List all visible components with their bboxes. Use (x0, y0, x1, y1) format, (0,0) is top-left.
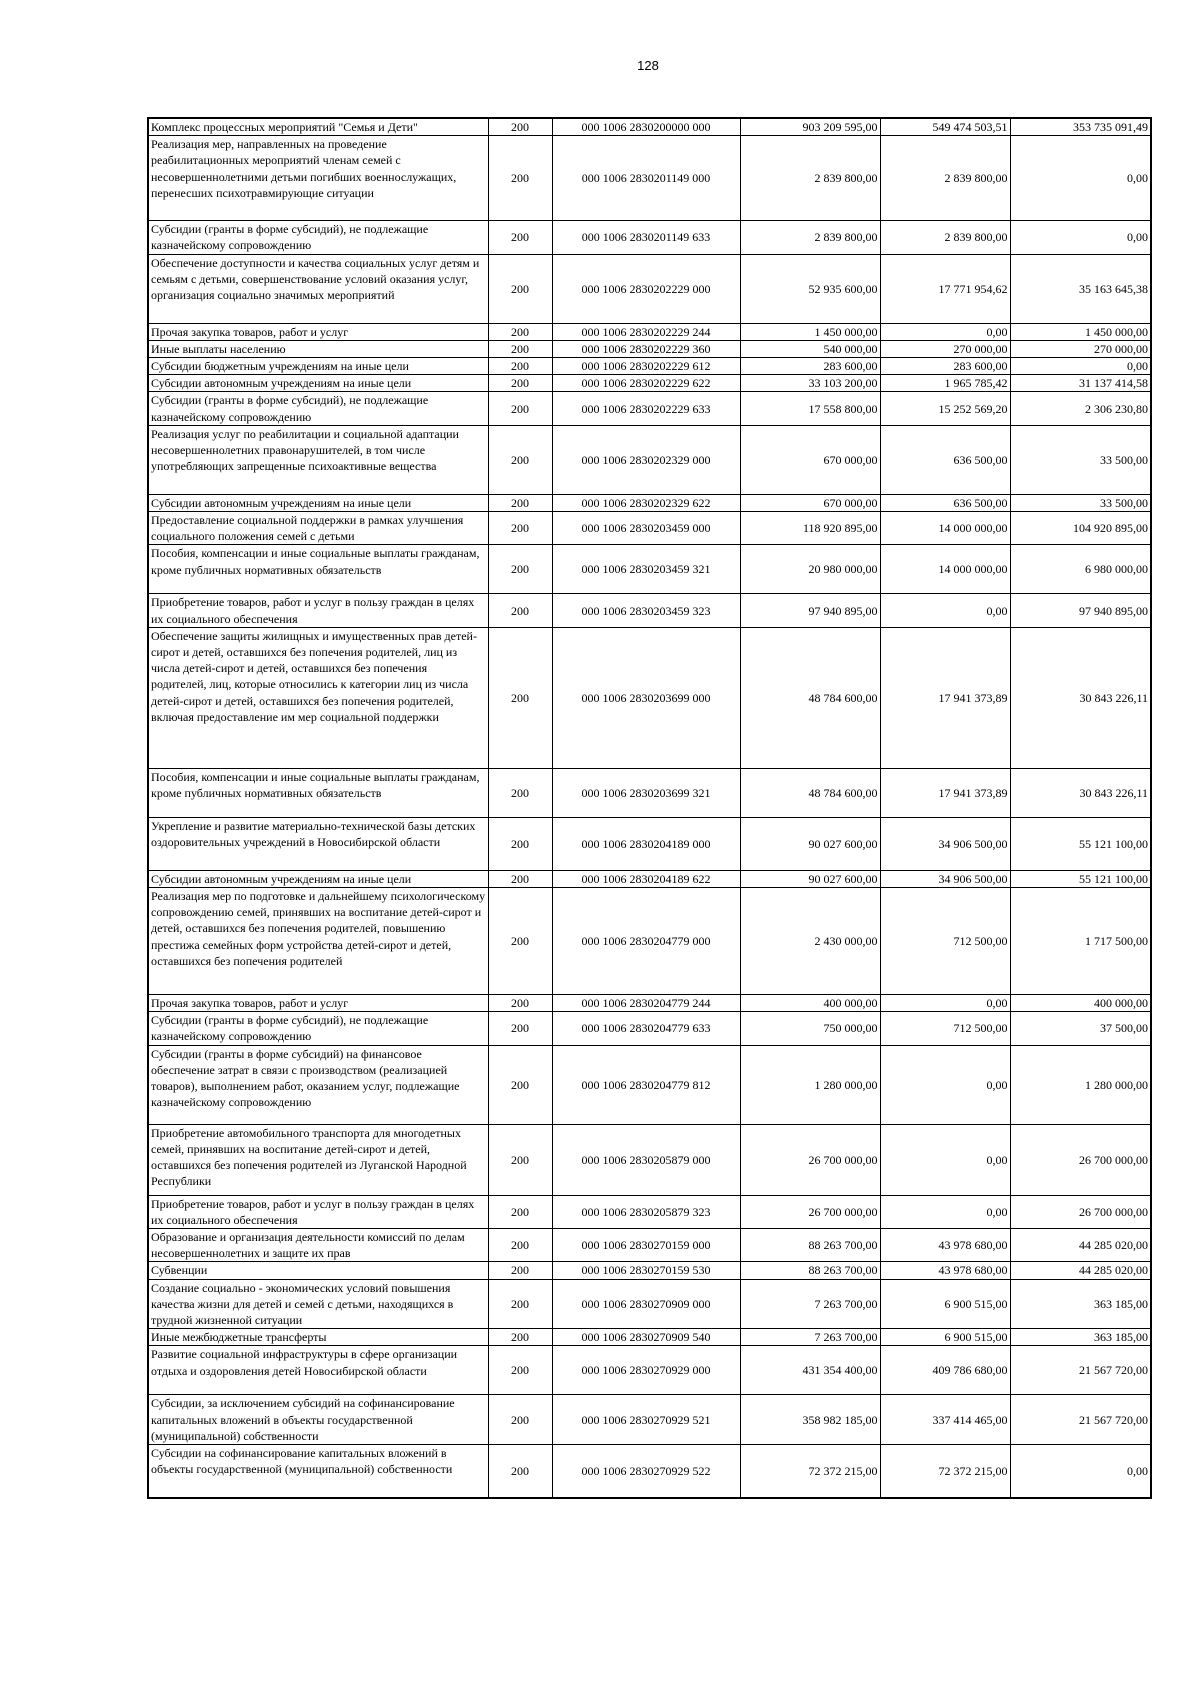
cell-approved-amount: 1 280 000,00 (740, 1045, 880, 1124)
cell-description: Комплекс процессных мероприятий "Семья и Дети" (148, 118, 488, 136)
cell-description: Реализация мер по подготовке и дальнейшему психологическому сопровождению семей, принявших на воспитание детей-сирот и детей, оставшихся без попечения родителей, повышению престижа семейных форм устройства детей-сирот и детей, оставшихся без попечения родителей (148, 888, 488, 995)
cell-approved-amount: 48 784 600,00 (740, 768, 880, 817)
cell-executed-amount: 2 839 800,00 (880, 221, 1010, 254)
table-row (148, 1229, 1151, 1262)
cell-description: Обеспечение доступности и качества социальных услуг детям и семьям с детьми, совершенствование условий оказания услуг, организация социально значимых мероприятий (148, 254, 488, 323)
table-row (148, 1124, 1151, 1195)
cell-budget-code: 000 1006 2830202229 000 (552, 254, 740, 323)
cell-unexecuted-amount: 21 567 720,00 (1010, 1395, 1151, 1445)
cell-description: Пособия, компенсации и иные социальные выплаты гражданам, кроме публичных нормативных обязательств (148, 545, 488, 594)
cell-budget-code: 000 1006 2830204779 633 (552, 1012, 740, 1045)
cell-description: Прочая закупка товаров, работ и услуг (148, 995, 488, 1012)
cell-admin-code: 200 (488, 995, 552, 1012)
cell-admin-code: 200 (488, 1012, 552, 1045)
cell-approved-amount: 2 839 800,00 (740, 136, 880, 221)
cell-admin-code: 200 (488, 1346, 552, 1395)
cell-unexecuted-amount: 0,00 (1010, 358, 1151, 375)
cell-executed-amount: 712 500,00 (880, 1012, 1010, 1045)
cell-executed-amount: 283 600,00 (880, 358, 1010, 375)
cell-unexecuted-amount: 6 980 000,00 (1010, 545, 1151, 594)
cell-executed-amount: 0,00 (880, 1045, 1010, 1124)
table-row (148, 1395, 1151, 1445)
table-row (148, 392, 1151, 425)
cell-unexecuted-amount: 33 500,00 (1010, 494, 1151, 511)
cell-budget-code: 000 1006 2830202329 000 (552, 425, 740, 494)
cell-approved-amount: 72 372 215,00 (740, 1445, 880, 1498)
cell-description: Субсидии (гранты в форме субсидий), не подлежащие казначейскому сопровождению (148, 221, 488, 254)
table-row (148, 375, 1151, 392)
cell-executed-amount: 17 771 954,62 (880, 254, 1010, 323)
cell-description: Субсидии автономным учреждениям на иные цели (148, 870, 488, 887)
cell-executed-amount: 34 906 500,00 (880, 817, 1010, 870)
cell-approved-amount: 20 980 000,00 (740, 545, 880, 594)
cell-executed-amount: 14 000 000,00 (880, 545, 1010, 594)
cell-budget-code: 000 1006 2830204779 000 (552, 888, 740, 995)
cell-unexecuted-amount: 363 185,00 (1010, 1329, 1151, 1346)
cell-executed-amount: 0,00 (880, 323, 1010, 340)
cell-approved-amount: 88 263 700,00 (740, 1229, 880, 1262)
page-number: 128 (637, 58, 659, 73)
cell-admin-code: 200 (488, 1395, 552, 1445)
table-row (148, 1329, 1151, 1346)
cell-description: Субсидии бюджетным учреждениям на иные цели (148, 358, 488, 375)
cell-budget-code: 000 1006 2830202229 612 (552, 358, 740, 375)
cell-budget-code: 000 1006 2830202229 360 (552, 340, 740, 357)
cell-admin-code: 200 (488, 817, 552, 870)
cell-unexecuted-amount: 363 185,00 (1010, 1279, 1151, 1329)
cell-admin-code: 200 (488, 494, 552, 511)
table-row (148, 545, 1151, 594)
table-row (148, 254, 1151, 323)
cell-approved-amount: 903 209 595,00 (740, 118, 880, 136)
table-row (148, 136, 1151, 221)
cell-approved-amount: 750 000,00 (740, 1012, 880, 1045)
cell-description: Иные межбюджетные трансферты (148, 1329, 488, 1346)
table-row (148, 1012, 1151, 1045)
cell-unexecuted-amount: 0,00 (1010, 136, 1151, 221)
cell-description: Создание социально - экономических условий повышения качества жизни для детей и семей с детьми, находящихся в трудной жизненной ситуации (148, 1279, 488, 1329)
cell-budget-code: 000 1006 2830202229 622 (552, 375, 740, 392)
table-row (148, 627, 1151, 768)
cell-approved-amount: 1 450 000,00 (740, 323, 880, 340)
cell-unexecuted-amount: 1 450 000,00 (1010, 323, 1151, 340)
cell-description: Иные выплаты населению (148, 340, 488, 357)
cell-admin-code: 200 (488, 1279, 552, 1329)
table-row (148, 358, 1151, 375)
table-row (148, 425, 1151, 494)
cell-unexecuted-amount: 55 121 100,00 (1010, 870, 1151, 887)
cell-unexecuted-amount: 353 735 091,49 (1010, 118, 1151, 136)
cell-executed-amount: 0,00 (880, 1195, 1010, 1228)
cell-budget-code: 000 1006 2830204779 244 (552, 995, 740, 1012)
cell-budget-code: 000 1006 2830270909 000 (552, 1279, 740, 1329)
cell-description: Образование и организация деятельности комиссий по делам несовершеннолетних и защите их прав (148, 1229, 488, 1262)
cell-approved-amount: 90 027 600,00 (740, 817, 880, 870)
cell-unexecuted-amount: 31 137 414,58 (1010, 375, 1151, 392)
cell-unexecuted-amount: 44 285 020,00 (1010, 1229, 1151, 1262)
cell-budget-code: 000 1006 2830205879 000 (552, 1124, 740, 1195)
cell-budget-code: 000 1006 2830204189 000 (552, 817, 740, 870)
cell-approved-amount: 7 263 700,00 (740, 1329, 880, 1346)
cell-unexecuted-amount: 26 700 000,00 (1010, 1124, 1151, 1195)
cell-admin-code: 200 (488, 221, 552, 254)
cell-unexecuted-amount: 55 121 100,00 (1010, 817, 1151, 870)
cell-budget-code: 000 1006 2830203459 000 (552, 512, 740, 545)
cell-description: Субсидии автономным учреждениям на иные цели (148, 375, 488, 392)
cell-approved-amount: 33 103 200,00 (740, 375, 880, 392)
table-row (148, 1445, 1151, 1498)
cell-approved-amount: 48 784 600,00 (740, 627, 880, 768)
table-row (148, 1279, 1151, 1329)
table-row (148, 494, 1151, 511)
cell-unexecuted-amount: 33 500,00 (1010, 425, 1151, 494)
cell-executed-amount: 549 474 503,51 (880, 118, 1010, 136)
cell-executed-amount: 34 906 500,00 (880, 870, 1010, 887)
cell-description: Субвенции (148, 1262, 488, 1279)
cell-unexecuted-amount: 0,00 (1010, 221, 1151, 254)
cell-admin-code: 200 (488, 323, 552, 340)
cell-approved-amount: 400 000,00 (740, 995, 880, 1012)
cell-executed-amount: 17 941 373,89 (880, 768, 1010, 817)
cell-executed-amount: 636 500,00 (880, 425, 1010, 494)
cell-budget-code: 000 1006 2830204779 812 (552, 1045, 740, 1124)
cell-admin-code: 200 (488, 118, 552, 136)
cell-executed-amount: 15 252 569,20 (880, 392, 1010, 425)
cell-description: Пособия, компенсации и иные социальные выплаты гражданам, кроме публичных нормативных обязательств (148, 768, 488, 817)
cell-budget-code: 000 1006 2830203459 323 (552, 594, 740, 627)
table-row (148, 512, 1151, 545)
cell-executed-amount: 409 786 680,00 (880, 1346, 1010, 1395)
cell-budget-code: 000 1006 2830202229 244 (552, 323, 740, 340)
table-row (148, 340, 1151, 357)
cell-admin-code: 200 (488, 136, 552, 221)
cell-executed-amount: 6 900 515,00 (880, 1329, 1010, 1346)
cell-executed-amount: 712 500,00 (880, 888, 1010, 995)
cell-admin-code: 200 (488, 545, 552, 594)
cell-admin-code: 200 (488, 1229, 552, 1262)
cell-budget-code: 000 1006 2830270929 521 (552, 1395, 740, 1445)
cell-budget-code: 000 1006 2830270909 540 (552, 1329, 740, 1346)
cell-budget-code: 000 1006 2830270929 522 (552, 1445, 740, 1498)
cell-admin-code: 200 (488, 768, 552, 817)
cell-admin-code: 200 (488, 375, 552, 392)
cell-admin-code: 200 (488, 512, 552, 545)
table-row (148, 221, 1151, 254)
cell-admin-code: 200 (488, 594, 552, 627)
table-row (148, 323, 1151, 340)
cell-description: Реализация мер, направленных на проведение реабилитационных мероприятий членам семей с несовершеннолетними детьми погибших военнослужащих, перенесших психотравмирующие ситуации (148, 136, 488, 221)
cell-executed-amount: 0,00 (880, 1124, 1010, 1195)
cell-executed-amount: 0,00 (880, 995, 1010, 1012)
table-row (148, 1262, 1151, 1279)
cell-admin-code: 200 (488, 1045, 552, 1124)
cell-unexecuted-amount: 2 306 230,80 (1010, 392, 1151, 425)
cell-unexecuted-amount: 21 567 720,00 (1010, 1346, 1151, 1395)
cell-description: Реализация услуг по реабилитации и социальной адаптации несовершеннолетних правонарушителей, в том числе употребляющих запрещенные психоактивные вещества (148, 425, 488, 494)
cell-budget-code: 000 1006 2830203699 000 (552, 627, 740, 768)
cell-unexecuted-amount: 0,00 (1010, 1445, 1151, 1498)
cell-budget-code: 000 1006 2830202329 622 (552, 494, 740, 511)
cell-executed-amount: 0,00 (880, 594, 1010, 627)
cell-executed-amount: 2 839 800,00 (880, 136, 1010, 221)
cell-admin-code: 200 (488, 1124, 552, 1195)
cell-description: Развитие социальной инфраструктуры в сфере организации отдыха и оздоровления детей Новосибирской области (148, 1346, 488, 1395)
table-row (148, 1045, 1151, 1124)
cell-unexecuted-amount: 44 285 020,00 (1010, 1262, 1151, 1279)
cell-description: Укрепление и развитие материально-технической базы детских оздоровительных учреждений в Новосибирской области (148, 817, 488, 870)
cell-approved-amount: 88 263 700,00 (740, 1262, 880, 1279)
cell-unexecuted-amount: 104 920 895,00 (1010, 512, 1151, 545)
cell-admin-code: 200 (488, 358, 552, 375)
cell-executed-amount: 6 900 515,00 (880, 1279, 1010, 1329)
cell-approved-amount: 2 839 800,00 (740, 221, 880, 254)
table-row (148, 1195, 1151, 1228)
cell-admin-code: 200 (488, 1195, 552, 1228)
cell-budget-code: 000 1006 2830201149 633 (552, 221, 740, 254)
cell-approved-amount: 2 430 000,00 (740, 888, 880, 995)
cell-executed-amount: 17 941 373,89 (880, 627, 1010, 768)
cell-approved-amount: 90 027 600,00 (740, 870, 880, 887)
table-row (148, 768, 1151, 817)
cell-description: Приобретение автомобильного транспорта для многодетных семей, принявших на воспитание детей-сирот и детей, оставшихся без попечения родителей из Луганской Народной Республики (148, 1124, 488, 1195)
cell-executed-amount: 14 000 000,00 (880, 512, 1010, 545)
cell-admin-code: 200 (488, 888, 552, 995)
cell-description: Субсидии автономным учреждениям на иные цели (148, 494, 488, 511)
cell-unexecuted-amount: 1 717 500,00 (1010, 888, 1151, 995)
table-row (148, 118, 1151, 136)
table-row (148, 995, 1151, 1012)
table-row (148, 1346, 1151, 1395)
cell-approved-amount: 52 935 600,00 (740, 254, 880, 323)
cell-admin-code: 200 (488, 1445, 552, 1498)
cell-description: Субсидии (гранты в форме субсидий), не подлежащие казначейскому сопровождению (148, 1012, 488, 1045)
cell-admin-code: 200 (488, 340, 552, 357)
cell-description: Обеспечение защиты жилищных и имущественных прав детей-сирот и детей, оставшихся без попечения родителей, лиц из числа детей-сирот и детей, оставшихся без попечения родителей, лиц, которые относились к категории лиц из числа детей-сирот и детей, оставшихся без попечения родителей, включая предоставление им мер социальной поддержки (148, 627, 488, 768)
cell-unexecuted-amount: 270 000,00 (1010, 340, 1151, 357)
cell-budget-code: 000 1006 2830200000 000 (552, 118, 740, 136)
table-row (148, 817, 1151, 870)
cell-budget-code: 000 1006 2830201149 000 (552, 136, 740, 221)
cell-budget-code: 000 1006 2830204189 622 (552, 870, 740, 887)
cell-admin-code: 200 (488, 1262, 552, 1279)
cell-unexecuted-amount: 26 700 000,00 (1010, 1195, 1151, 1228)
cell-approved-amount: 26 700 000,00 (740, 1124, 880, 1195)
cell-description: Субсидии, за исключением субсидий на софинансирование капитальных вложений в объекты государственной (муниципальной) собственности (148, 1395, 488, 1445)
cell-budget-code: 000 1006 2830270159 530 (552, 1262, 740, 1279)
cell-admin-code: 200 (488, 392, 552, 425)
cell-budget-code: 000 1006 2830205879 323 (552, 1195, 740, 1228)
cell-unexecuted-amount: 30 843 226,11 (1010, 627, 1151, 768)
cell-approved-amount: 431 354 400,00 (740, 1346, 880, 1395)
cell-admin-code: 200 (488, 1329, 552, 1346)
cell-description: Приобретение товаров, работ и услуг в пользу граждан в целях их социального обеспечения (148, 1195, 488, 1228)
table-row (148, 870, 1151, 887)
cell-approved-amount: 670 000,00 (740, 494, 880, 511)
cell-unexecuted-amount: 97 940 895,00 (1010, 594, 1151, 627)
cell-admin-code: 200 (488, 254, 552, 323)
cell-approved-amount: 540 000,00 (740, 340, 880, 357)
table-row (148, 594, 1151, 627)
cell-approved-amount: 358 982 185,00 (740, 1395, 880, 1445)
cell-unexecuted-amount: 1 280 000,00 (1010, 1045, 1151, 1124)
cell-executed-amount: 43 978 680,00 (880, 1229, 1010, 1262)
cell-description: Прочая закупка товаров, работ и услуг (148, 323, 488, 340)
cell-approved-amount: 118 920 895,00 (740, 512, 880, 545)
cell-description: Субсидии на софинансирование капитальных вложений в объекты государственной (муниципальной) собственности (148, 1445, 488, 1498)
cell-budget-code: 000 1006 2830203459 321 (552, 545, 740, 594)
cell-budget-code: 000 1006 2830270929 000 (552, 1346, 740, 1395)
cell-unexecuted-amount: 37 500,00 (1010, 1012, 1151, 1045)
cell-approved-amount: 670 000,00 (740, 425, 880, 494)
table-body (148, 118, 1151, 1498)
cell-admin-code: 200 (488, 870, 552, 887)
cell-unexecuted-amount: 400 000,00 (1010, 995, 1151, 1012)
cell-description: Предоставление социальной поддержки в рамках улучшения социального положения семей с детьми (148, 512, 488, 545)
cell-approved-amount: 17 558 800,00 (740, 392, 880, 425)
cell-executed-amount: 72 372 215,00 (880, 1445, 1010, 1498)
cell-approved-amount: 97 940 895,00 (740, 594, 880, 627)
cell-budget-code: 000 1006 2830270159 000 (552, 1229, 740, 1262)
cell-executed-amount: 337 414 465,00 (880, 1395, 1010, 1445)
cell-approved-amount: 283 600,00 (740, 358, 880, 375)
budget-execution-table (147, 117, 1152, 1499)
cell-admin-code: 200 (488, 627, 552, 768)
cell-unexecuted-amount: 35 163 645,38 (1010, 254, 1151, 323)
cell-executed-amount: 636 500,00 (880, 494, 1010, 511)
cell-description: Субсидии (гранты в форме субсидий) на финансовое обеспечение затрат в связи с производством (реализацией товаров), выполнением работ, оказанием услуг, подлежащие казначейскому сопровождению (148, 1045, 488, 1124)
table-row (148, 888, 1151, 995)
cell-executed-amount: 270 000,00 (880, 340, 1010, 357)
cell-executed-amount: 43 978 680,00 (880, 1262, 1010, 1279)
cell-budget-code: 000 1006 2830203699 321 (552, 768, 740, 817)
cell-unexecuted-amount: 30 843 226,11 (1010, 768, 1151, 817)
cell-description: Субсидии (гранты в форме субсидий), не подлежащие казначейскому сопровождению (148, 392, 488, 425)
cell-description: Приобретение товаров, работ и услуг в пользу граждан в целях их социального обеспечения (148, 594, 488, 627)
cell-approved-amount: 7 263 700,00 (740, 1279, 880, 1329)
cell-admin-code: 200 (488, 425, 552, 494)
cell-budget-code: 000 1006 2830202229 633 (552, 392, 740, 425)
cell-executed-amount: 1 965 785,42 (880, 375, 1010, 392)
cell-approved-amount: 26 700 000,00 (740, 1195, 880, 1228)
